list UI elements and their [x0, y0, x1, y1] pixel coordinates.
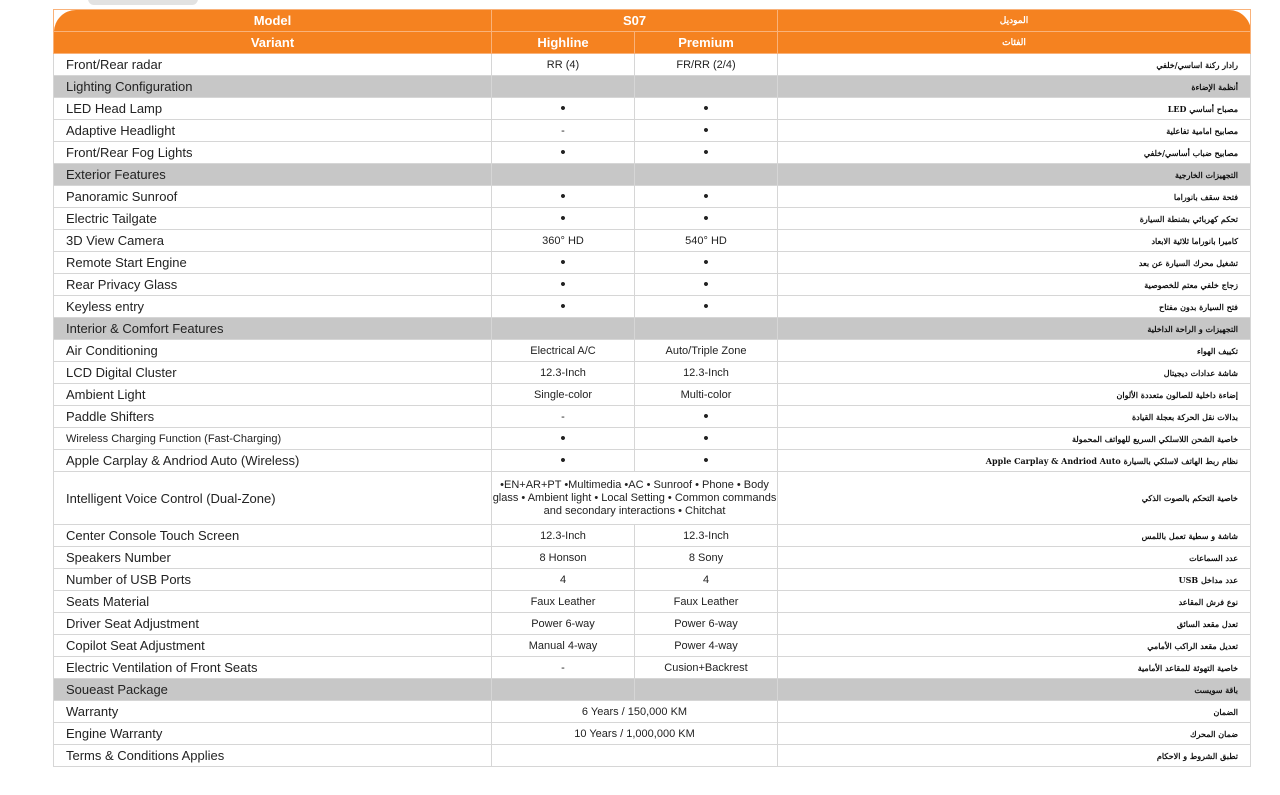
table-row [54, 208, 1251, 230]
value-highline: • [492, 208, 635, 230]
variant-highline: Highline [492, 32, 635, 54]
header-row-variant [54, 32, 1251, 54]
feature-label-ar: خاصية التحكم بالصوت الذكي [778, 472, 1251, 525]
feature-label-ar: نوع فرش المقاعد [778, 591, 1251, 613]
table-row [54, 142, 1251, 164]
table-row [54, 547, 1251, 569]
section-title-ar: التجهيزات الخارجية [778, 164, 1251, 186]
section-empty-cell [492, 679, 635, 701]
section-empty-cell [635, 164, 778, 186]
table-row [54, 406, 1251, 428]
value-premium: 8 Sony [635, 547, 778, 569]
feature-label: Ambient Light [54, 384, 492, 406]
feature-label-ar: زجاج خلفي معتم للخصوصية [778, 274, 1251, 296]
value-premium: 12.3-Inch [635, 362, 778, 384]
feature-label-ar: فتح السيارة بدون مفتاح [778, 296, 1251, 318]
feature-label: Speakers Number [54, 547, 492, 569]
variant-label-ar: الفئات [778, 32, 1251, 54]
feature-label-ar: تشغيل محرك السيارة عن بعد [778, 252, 1251, 274]
value-highline: Faux Leather [492, 591, 635, 613]
table-row [54, 384, 1251, 406]
value-highline: • [492, 142, 635, 164]
table-row [54, 428, 1251, 450]
value-highline: • [492, 186, 635, 208]
table-row [54, 230, 1251, 252]
section-title-ar: التجهيزات و الراحة الداخلية [778, 318, 1251, 340]
value-premium: • [635, 142, 778, 164]
feature-label-ar: شاشة عدادات ديجيتال [778, 362, 1251, 384]
feature-label: LED Head Lamp [54, 98, 492, 120]
value-highline: • [492, 450, 635, 472]
section-empty-cell [492, 318, 635, 340]
feature-label: Wireless Charging Function (Fast-Charging) [54, 428, 492, 450]
feature-label: Remote Start Engine [54, 252, 492, 274]
top-decoration [88, 0, 198, 5]
feature-label-ar: كاميرا بانوراما ثلاثية الابعاد [778, 230, 1251, 252]
feature-label-ar: عدد مداخل USB [778, 569, 1251, 591]
feature-label: Front/Rear radar [54, 54, 492, 76]
feature-label: 3D View Camera [54, 230, 492, 252]
table-row [54, 120, 1251, 142]
value-premium: 4 [635, 569, 778, 591]
feature-label: Keyless entry [54, 296, 492, 318]
variant-label: Variant [54, 32, 492, 54]
table-row [54, 296, 1251, 318]
value-premium: • [635, 428, 778, 450]
value-premium: Multi-color [635, 384, 778, 406]
section-title: Lighting Configuration [54, 76, 492, 98]
value-highline: 8 Honson [492, 547, 635, 569]
feature-label-ar: ضمان المحرك [778, 723, 1251, 745]
section-title: Interior & Comfort Features [54, 318, 492, 340]
feature-label-ar: عدد السماعات [778, 547, 1251, 569]
feature-label-ar: مصباح أساسي LED [778, 98, 1251, 120]
feature-label: Copilot Seat Adjustment [54, 635, 492, 657]
feature-label-ar: تطبق الشروط و الاحكام [778, 745, 1251, 767]
value-premium: Power 6-way [635, 613, 778, 635]
spec-body [54, 54, 1251, 767]
section-empty-cell [635, 679, 778, 701]
value-highline: 4 [492, 569, 635, 591]
value-premium: • [635, 450, 778, 472]
section-title-ar: أنظمة الإضاءة [778, 76, 1251, 98]
feature-label: LCD Digital Cluster [54, 362, 492, 384]
table-row [54, 635, 1251, 657]
feature-label-ar: خاصية الشحن اللاسلكي السريع للهواتف المحمولة [778, 428, 1251, 450]
section-title: Soueast Package [54, 679, 492, 701]
value-premium: • [635, 296, 778, 318]
variant-premium: Premium [635, 32, 778, 54]
table-row [54, 472, 1251, 525]
feature-label-ar: رادار ركنة اساسي/خلفي [778, 54, 1251, 76]
value-highline: 360° HD [492, 230, 635, 252]
value-highline: 12.3-Inch [492, 525, 635, 547]
value-highline: • [492, 296, 635, 318]
value-highline: Manual 4-way [492, 635, 635, 657]
value-highline: Power 6-way [492, 613, 635, 635]
value-highline: • [492, 428, 635, 450]
feature-label: Number of USB Ports [54, 569, 492, 591]
table-row [54, 569, 1251, 591]
feature-label-ar: مصابيح امامية تفاعلية [778, 120, 1251, 142]
header-row-model [54, 10, 1251, 32]
feature-label: Air Conditioning [54, 340, 492, 362]
feature-label-ar: بدالات نقل الحركة بعجلة القيادة [778, 406, 1251, 428]
value-premium: • [635, 98, 778, 120]
value-highline: RR (4) [492, 54, 635, 76]
feature-label-ar: تكييف الهواء [778, 340, 1251, 362]
feature-label-ar: شاشة و سطية تعمل باللمس [778, 525, 1251, 547]
value-premium: • [635, 120, 778, 142]
feature-label-ar: الضمان [778, 701, 1251, 723]
table-row [54, 591, 1251, 613]
value-premium: • [635, 186, 778, 208]
feature-label-ar: إضاءة داخلية للصالون متعددة الألوان [778, 384, 1251, 406]
value-premium: FR/RR (2/4) [635, 54, 778, 76]
feature-label: Adaptive Headlight [54, 120, 492, 142]
feature-label: Paddle Shifters [54, 406, 492, 428]
feature-label: Driver Seat Adjustment [54, 613, 492, 635]
feature-label: Electric Tailgate [54, 208, 492, 230]
value-premium: • [635, 274, 778, 296]
value-highline: Single-color [492, 384, 635, 406]
value-premium: • [635, 208, 778, 230]
table-row [54, 723, 1251, 745]
table-row [54, 98, 1251, 120]
table-row [54, 745, 1251, 767]
feature-label: Front/Rear Fog Lights [54, 142, 492, 164]
feature-label: Intelligent Voice Control (Dual-Zone) [54, 472, 492, 525]
feature-value-span: 6 Years / 150,000 KM [492, 701, 778, 723]
table-row [54, 450, 1251, 472]
section-title: Exterior Features [54, 164, 492, 186]
feature-label: Seats Material [54, 591, 492, 613]
section-empty-cell [492, 164, 635, 186]
table-row [54, 252, 1251, 274]
section-empty-cell [635, 318, 778, 340]
value-premium: • [635, 406, 778, 428]
feature-label: Panoramic Sunroof [54, 186, 492, 208]
model-label-ar: الموديل [778, 10, 1251, 32]
feature-label-ar: نظام ربط الهاتف لاسلكي بالسيارة Apple Carplay & Andriod Auto [778, 450, 1251, 472]
section-title-ar: باقة سويست [778, 679, 1251, 701]
feature-label: Center Console Touch Screen [54, 525, 492, 547]
feature-label-ar: تحكم كهربائي بشنطة السيارة [778, 208, 1251, 230]
table-row [54, 274, 1251, 296]
value-highline: - [492, 120, 635, 142]
value-premium: Faux Leather [635, 591, 778, 613]
value-highline: - [492, 406, 635, 428]
section-row [54, 318, 1251, 340]
value-highline: • [492, 98, 635, 120]
table-row [54, 340, 1251, 362]
feature-value-merged: •EN+AR+PT •Multimedia •AC • Sunroof • Phone • Body glass • Ambient light • Local Setting • Common commands and secondary interactions • Chitchat [492, 472, 778, 525]
value-premium: Power 4-way [635, 635, 778, 657]
section-row [54, 76, 1251, 98]
feature-label-ar: تعديل مقعد الراكب الأمامي [778, 635, 1251, 657]
feature-label-ar: خاصية التهوئة للمقاعد الأمامية [778, 657, 1251, 679]
feature-label-ar: مصابيح ضباب أساسي/خلفي [778, 142, 1251, 164]
table-row [54, 657, 1251, 679]
table-row [54, 613, 1251, 635]
table-row [54, 701, 1251, 723]
feature-label: Engine Warranty [54, 723, 492, 745]
feature-label: Apple Carplay & Andriod Auto (Wireless) [54, 450, 492, 472]
table-row [54, 362, 1251, 384]
model-label: Model [54, 10, 492, 32]
value-highline: • [492, 274, 635, 296]
feature-value-span [492, 745, 778, 767]
value-highline: 12.3-Inch [492, 362, 635, 384]
feature-label-ar: تعدل مقعد السائق [778, 613, 1251, 635]
value-premium: • [635, 252, 778, 274]
value-highline: • [492, 252, 635, 274]
feature-label: Terms & Conditions Applies [54, 745, 492, 767]
value-highline: - [492, 657, 635, 679]
feature-label: Electric Ventilation of Front Seats [54, 657, 492, 679]
feature-value-span: 10 Years / 1,000,000 KM [492, 723, 778, 745]
value-premium: 12.3-Inch [635, 525, 778, 547]
specification-table [53, 9, 1251, 767]
table-row [54, 186, 1251, 208]
section-row [54, 164, 1251, 186]
table-row [54, 525, 1251, 547]
value-premium: Auto/Triple Zone [635, 340, 778, 362]
value-premium: Cusion+Backrest [635, 657, 778, 679]
section-row [54, 679, 1251, 701]
feature-label-ar: فتحة سقف بانوراما [778, 186, 1251, 208]
value-premium: 540° HD [635, 230, 778, 252]
section-empty-cell [635, 76, 778, 98]
value-highline: Electrical A/C [492, 340, 635, 362]
feature-label: Warranty [54, 701, 492, 723]
table-row [54, 54, 1251, 76]
section-empty-cell [492, 76, 635, 98]
model-value: S07 [492, 10, 778, 32]
feature-label: Rear Privacy Glass [54, 274, 492, 296]
